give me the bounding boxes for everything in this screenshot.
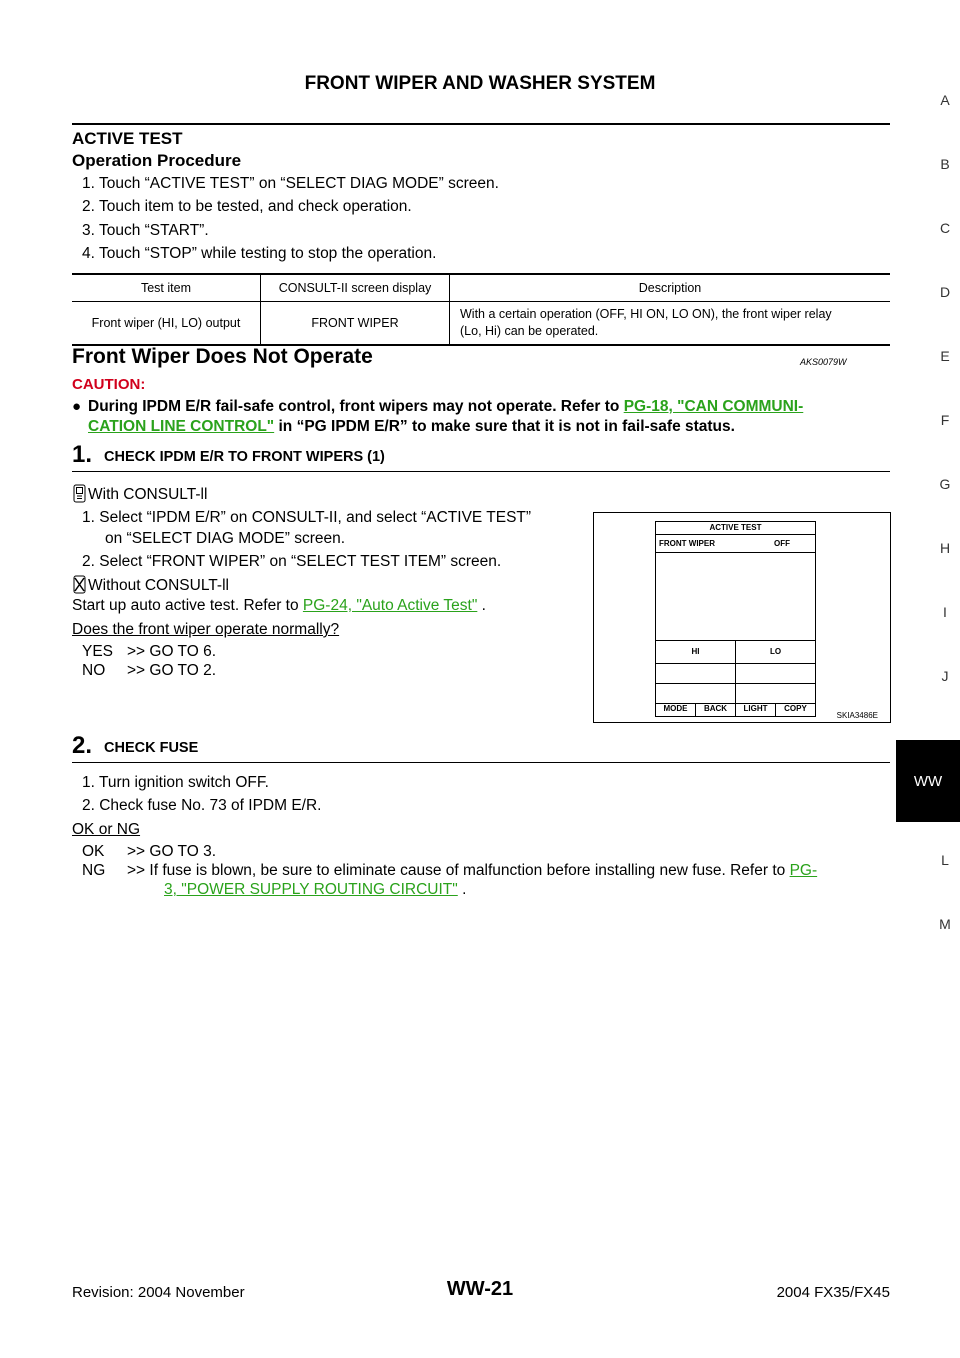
screen-title: ACTIVE TEST — [656, 522, 815, 535]
section-heading: Front Wiper Does Not Operate — [72, 345, 373, 368]
caution-label: CAUTION: — [72, 376, 146, 393]
screen-hi-lo-row — [656, 641, 815, 664]
side-index-j[interactable]: J — [941, 668, 949, 684]
no-key: NO — [82, 662, 106, 679]
ng-value-text: >> If fuse is blown, be sure to eliminate cause of malfunction before installing new fuse. Refer to — [127, 862, 786, 879]
step-1-sub-1: 1. Select “IPDM E/R” on CONSULT-II, and select “ACTIVE TEST” — [82, 509, 532, 526]
screen-blank-area — [656, 553, 815, 641]
active-test-table — [72, 273, 890, 346]
side-index-i[interactable]: I — [943, 604, 947, 620]
step-2-question: OK or NG — [72, 821, 141, 838]
ng-value-cont — [164, 881, 466, 899]
cell-description — [450, 302, 891, 346]
step-1-sub-2: 2. Select “FRONT WIPER” on “SELECT TEST ITEM” screen. — [82, 553, 502, 570]
ok-value: >> GO TO 3. — [127, 843, 217, 860]
step-1-title: CHECK IPDM E/R TO FRONT WIPERS (1) — [104, 449, 385, 465]
auto-active-test-text — [72, 597, 486, 615]
side-index-m[interactable]: M — [939, 916, 951, 932]
table-header-row — [72, 274, 890, 302]
screen-empty-row — [656, 684, 815, 704]
caution-text-2: in “PG IPDM E/R” to make sure that it is not in fail-safe status. — [278, 418, 735, 435]
consult-screen-figure — [593, 512, 891, 723]
screen-copy-button: COPY — [784, 704, 807, 713]
procedure-step-1: 1. Touch “ACTIVE TEST” on “SELECT DIAG MODE” screen. — [82, 175, 499, 192]
screen-item: FRONT WIPER — [659, 539, 715, 548]
procedure-step-2: 2. Touch item to be tested, and check operation. — [82, 198, 412, 215]
operation-procedure-heading: Operation Procedure — [72, 151, 242, 170]
step-2-number: 2. — [72, 732, 93, 759]
step-1-question: Does the front wiper operate normally? — [72, 621, 340, 638]
caution-link[interactable]: PG-18, "CAN COMMUNI- — [623, 398, 804, 415]
ng-value — [127, 862, 892, 880]
ok-key: OK — [82, 843, 105, 860]
yes-key: YES — [82, 643, 114, 660]
step-2-sub-2: 2. Check fuse No. 73 of IPDM E/R. — [82, 797, 322, 814]
description-line-1: With a certain operation (OFF, HI ON, LO ON), the front wiper relay — [460, 307, 832, 321]
side-index-f[interactable]: F — [940, 412, 950, 428]
ng-end: . — [462, 881, 467, 898]
footer-model: 2004 FX35/FX45 — [776, 1284, 890, 1301]
active-test-heading: ACTIVE TEST — [72, 129, 183, 148]
auto-active-test-end: . — [481, 597, 486, 614]
step-2-title: CHECK FUSE — [104, 740, 199, 756]
step-1-rule — [72, 471, 890, 472]
no-consult-icon — [72, 575, 88, 595]
col-test-item: Test item — [72, 274, 261, 302]
col-description: Description — [450, 274, 891, 302]
auto-active-test-link[interactable]: PG-24, "Auto Active Test" — [302, 597, 478, 614]
side-index-b[interactable]: B — [940, 156, 950, 172]
with-consult-label: With CONSULT-ll — [88, 486, 208, 503]
footer-revision: Revision: 2004 November — [72, 1284, 245, 1301]
screen-back-button: BACK — [696, 704, 736, 716]
side-index-c[interactable]: C — [939, 220, 951, 236]
ng-key: NG — [82, 862, 106, 879]
caution-text — [88, 397, 893, 437]
screen-mode-button: MODE — [656, 704, 696, 716]
procedure-step-4: 4. Touch “STOP” while testing to stop the operation. — [82, 245, 437, 262]
step-2-sub-1: 1. Turn ignition switch OFF. — [82, 774, 269, 791]
bullet-icon: ● — [72, 398, 82, 415]
yes-value: >> GO TO 6. — [127, 643, 217, 660]
screen-item-row — [656, 535, 815, 553]
consult-icon — [72, 484, 88, 504]
screen-light-button: LIGHT — [736, 704, 776, 716]
step-1-number: 1. — [72, 441, 93, 468]
side-index-e[interactable]: E — [940, 348, 950, 364]
side-index-l[interactable]: L — [941, 852, 949, 868]
auto-active-test-intro: Start up auto active test. Refer to — [72, 597, 299, 614]
caution-text-1: During IPDM E/R fail-safe control, front wipers may not operate. Refer to — [88, 398, 620, 415]
page-title: FRONT WIPER AND WASHER SYSTEM — [304, 73, 656, 94]
no-value: >> GO TO 2. — [127, 662, 217, 679]
step-1-sub-1-cont: on “SELECT DIAG MODE” screen. — [105, 530, 346, 547]
cell-screen-display: FRONT WIPER — [261, 302, 450, 346]
side-index-d[interactable]: D — [939, 284, 951, 300]
screen-lo-button: LO — [769, 647, 782, 656]
side-index-h[interactable]: H — [939, 540, 951, 556]
active-test-screen — [655, 521, 816, 717]
screen-bottom-buttons — [656, 704, 815, 716]
side-index-g[interactable]: G — [939, 476, 951, 492]
screen-empty-row — [656, 664, 815, 684]
footer-page-code: WW-21 — [446, 1278, 514, 1300]
side-index-a[interactable]: A — [940, 92, 950, 108]
table-row — [72, 302, 890, 346]
step-2-rule — [72, 762, 890, 763]
col-screen-display: CONSULT-II screen display — [261, 274, 450, 302]
ng-link-cont[interactable]: 3, "POWER SUPPLY ROUTING CIRCUIT" — [164, 881, 458, 898]
ng-link[interactable]: PG- — [789, 862, 818, 879]
procedure-step-3: 3. Touch “START”. — [82, 222, 209, 239]
side-index-ww[interactable]: WW — [896, 740, 960, 822]
screen-item-value: OFF — [774, 539, 790, 548]
cell-test-item: Front wiper (HI, LO) output — [72, 302, 261, 346]
without-consult-label: Without CONSULT-ll — [88, 577, 229, 594]
caution-link-cont[interactable]: CATION LINE CONTROL" — [88, 418, 275, 435]
header-rule — [72, 123, 890, 125]
description-line-2: (Lo, Hi) can be operated. — [460, 324, 599, 338]
screen-hi-button: HI — [656, 641, 736, 663]
figure-code: SKIA3486E — [836, 711, 878, 720]
section-code: AKS0079W — [800, 357, 847, 367]
